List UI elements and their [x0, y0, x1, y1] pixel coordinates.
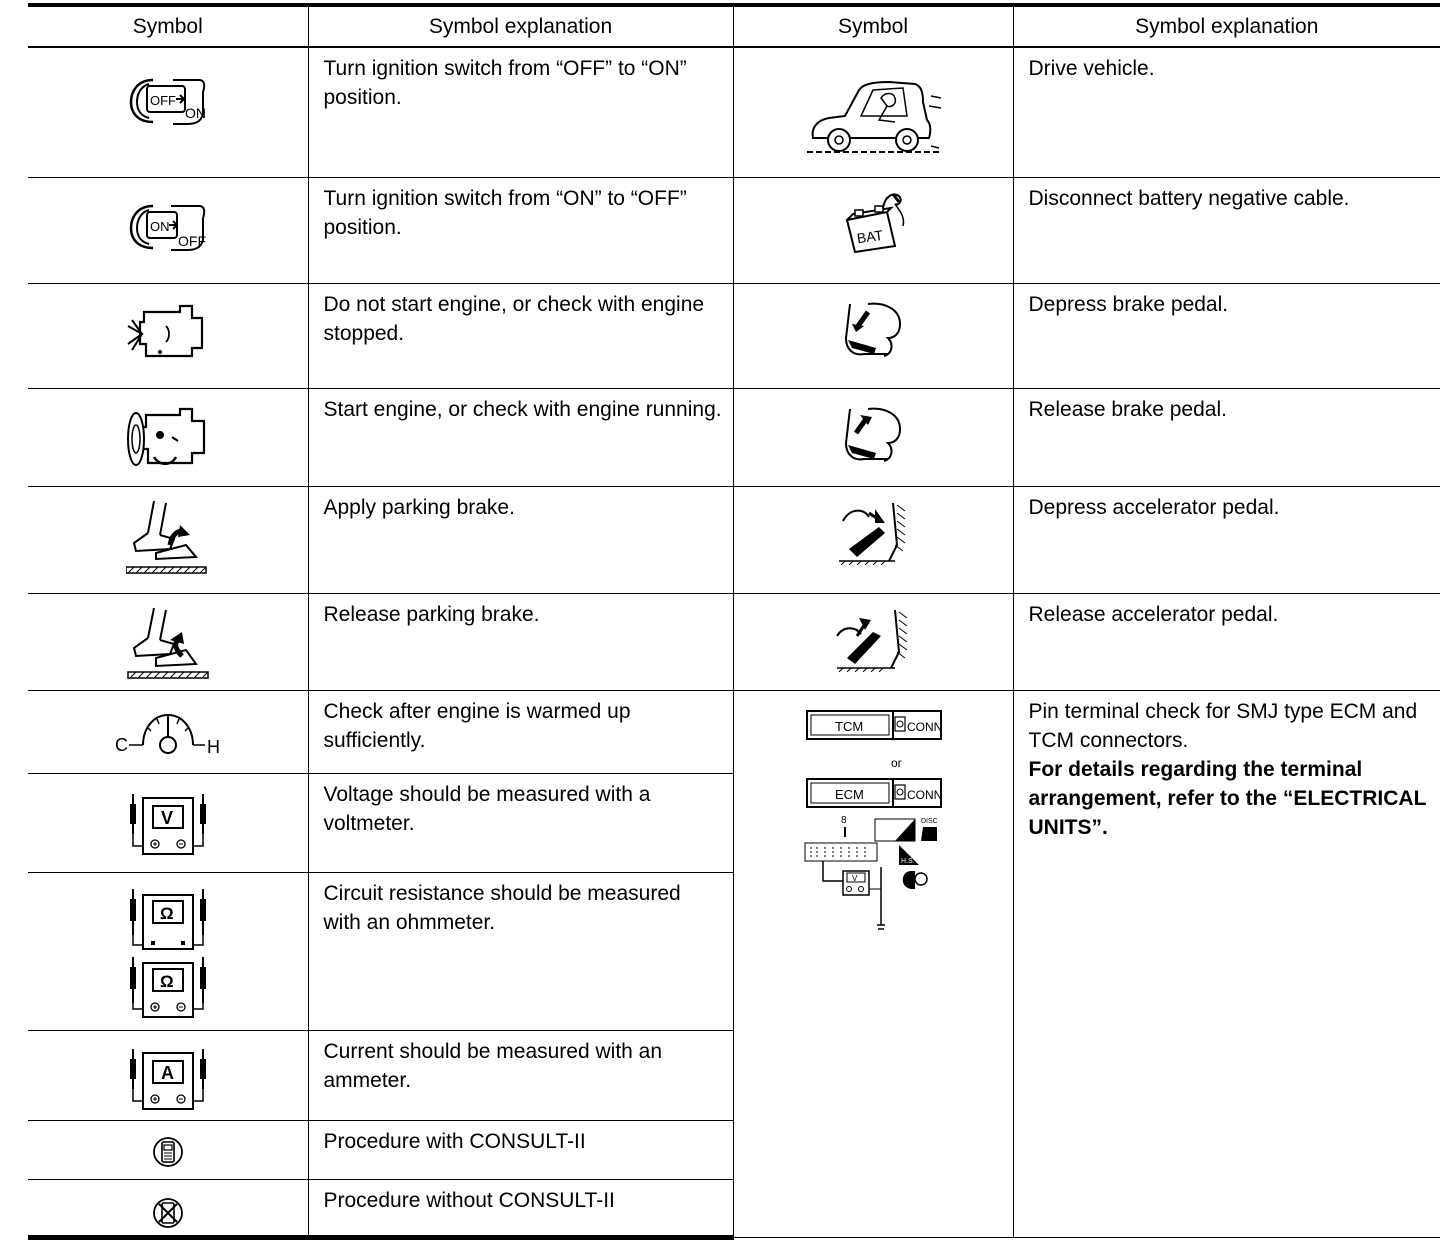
svg-text:V: V: [160, 807, 173, 828]
consult-ii-icon: [151, 1135, 185, 1169]
explanation-cell: Turn ignition switch from “OFF” to “ON” position.: [308, 47, 733, 177]
symbol-cell: [733, 486, 1013, 593]
svg-text:CONN: CONN: [907, 787, 943, 802]
svg-text:or: or: [891, 755, 902, 770]
no-consult-ii-icon: [151, 1196, 185, 1230]
explanation-cell: Circuit resistance should be measured with an ohmmeter.: [308, 872, 733, 1030]
symbol-cell: [28, 1120, 308, 1179]
explanation-cell: Voltage should be measured with a voltmeter.: [308, 773, 733, 872]
svg-text:A: A: [160, 1062, 174, 1083]
explanation-bold-note: For details regarding the terminal arrangement, refer to the “ELECTRICAL UNITS”.: [1028, 757, 1427, 839]
symbol-cell: [28, 593, 308, 690]
svg-text:Ω: Ω: [159, 971, 174, 991]
svg-text:CONN: CONN: [907, 719, 943, 734]
symbol-cell: [28, 47, 308, 177]
svg-text:ON: ON: [184, 105, 206, 121]
symbol-cell: [28, 690, 308, 773]
release-accelerator-pedal-icon: [833, 606, 913, 672]
ammeter-icon: [123, 1045, 213, 1111]
symbol-cell: [28, 872, 308, 1030]
svg-text:DISC: DISC: [921, 817, 938, 825]
svg-text:OFF: OFF: [177, 232, 206, 249]
voltmeter-icon: [123, 790, 213, 856]
explanation-cell: Release parking brake.: [308, 593, 733, 690]
svg-text:BAT: BAT: [855, 226, 885, 246]
table-row: [28, 593, 1440, 690]
svg-text:ON: ON: [149, 218, 170, 234]
table-row: [28, 177, 1440, 283]
explanation-cell: Depress brake pedal.: [1013, 283, 1440, 388]
explanation-cell: [1013, 690, 1440, 1237]
symbol-cell: [733, 593, 1013, 690]
table-row: [28, 690, 1440, 773]
symbol-cell: [733, 283, 1013, 388]
depress-accelerator-pedal-icon: [835, 499, 911, 565]
symbol-cell: [28, 283, 308, 388]
pin-terminal-check-icon: [803, 703, 943, 947]
depress-brake-pedal-icon: [838, 298, 908, 362]
symbol-cell: [733, 47, 1013, 177]
battery-disconnect-icon: [833, 190, 913, 256]
explanation-cell: Do not start engine, or check with engine stopped.: [308, 283, 733, 388]
symbol-cell: [733, 177, 1013, 283]
header-symbol-left: Symbol: [28, 5, 308, 47]
svg-text:V: V: [852, 873, 858, 883]
symbol-cell: [28, 773, 308, 872]
explanation-cell: Procedure without CONSULT-II: [308, 1179, 733, 1237]
symbol-cell: [28, 1030, 308, 1120]
symbol-table: [28, 3, 1440, 1240]
explanation-cell: Release brake pedal.: [1013, 388, 1440, 486]
apply-parking-brake-icon: [126, 497, 210, 581]
explanation-cell: Procedure with CONSULT-II: [308, 1120, 733, 1179]
explanation-cell: Turn ignition switch from “ON” to “OFF” position.: [308, 177, 733, 283]
symbol-cell: [733, 690, 1013, 1237]
table-row: [28, 283, 1440, 388]
release-brake-pedal-icon: [838, 403, 908, 467]
explanation-cell: Start engine, or check with engine running.: [308, 388, 733, 486]
explanation-cell: Depress accelerator pedal.: [1013, 486, 1440, 593]
explanation-cell: Disconnect battery negative cable.: [1013, 177, 1440, 283]
svg-text:H: H: [206, 736, 220, 757]
table-row: [28, 47, 1440, 177]
explanation-cell: Check after engine is warmed up sufficiently.: [308, 690, 733, 773]
engine-running-icon: [120, 399, 216, 479]
temperature-gauge-icon: [113, 707, 223, 757]
explanation-text: Pin terminal check for SMJ type ECM and TCM connectors.: [1028, 699, 1418, 752]
symbol-cell: [28, 486, 308, 593]
svg-text:8: 8: [841, 814, 847, 826]
ignition-on-to-off-icon: [123, 192, 213, 260]
svg-text:ECM: ECM: [835, 786, 864, 802]
svg-text:H.S.: H.S.: [901, 857, 915, 865]
drive-vehicle-icon: [803, 76, 943, 160]
symbol-cell: [28, 177, 308, 283]
symbol-cell: [28, 1179, 308, 1237]
header-explanation-right: Symbol explanation: [1013, 5, 1440, 47]
explanation-cell: Apply parking brake.: [308, 486, 733, 593]
header-symbol-right: Symbol: [733, 5, 1013, 47]
svg-text:OFF: OFF: [149, 93, 176, 108]
explanation-cell: Current should be measured with an ammeter.: [308, 1030, 733, 1120]
svg-text:Ω: Ω: [159, 903, 174, 923]
svg-text:C: C: [114, 734, 128, 755]
engine-stopped-icon: [122, 294, 214, 370]
svg-text:TCM: TCM: [835, 718, 864, 734]
ignition-off-to-on-icon: [123, 66, 213, 134]
table-header-row: [28, 5, 1440, 47]
explanation-cell: Release accelerator pedal.: [1013, 593, 1440, 690]
header-explanation-left: Symbol explanation: [308, 5, 733, 47]
table-row: [28, 486, 1440, 593]
table-row: [28, 388, 1440, 486]
symbol-cell: [733, 388, 1013, 486]
release-parking-brake-icon: [126, 604, 210, 686]
symbol-cell: [28, 388, 308, 486]
ohmmeter-icon: [123, 885, 213, 1021]
explanation-cell: Drive vehicle.: [1013, 47, 1440, 177]
